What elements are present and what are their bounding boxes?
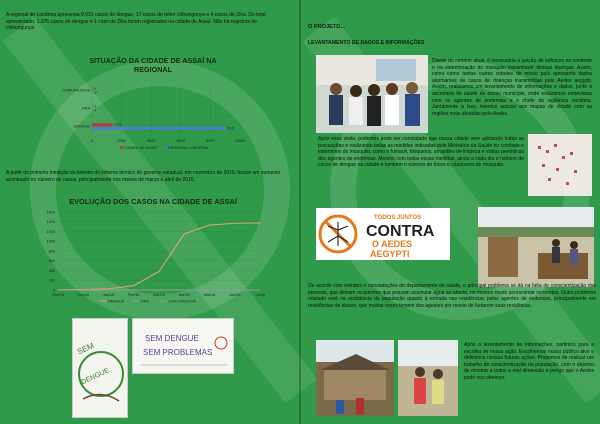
line-chart-panel xyxy=(34,194,272,306)
campaign-mid-text: CONTRA xyxy=(366,223,435,240)
bar-mark xyxy=(92,105,93,108)
line-x-tick-label: Jan/16 xyxy=(102,293,115,297)
badge-text-1: SEM xyxy=(75,340,96,357)
bar-x-tick-label: 10000 xyxy=(234,139,246,143)
bar-category-label: DENGUE xyxy=(73,124,90,129)
line-series-dengue xyxy=(58,223,260,290)
line-x-tick-label: Mar/16 xyxy=(153,293,165,297)
line-legend-label: ZIKA xyxy=(140,299,149,304)
stamp-text-1: SEM DENGUE xyxy=(145,334,199,343)
bar-legend-label: CIDADE DE ASSAÍ xyxy=(124,145,157,150)
line-x-tick-label: Mai/16 xyxy=(203,293,216,297)
campaign-bottom-text-2: AEGYPTI xyxy=(370,249,410,259)
bar-legend-label: REGIONAL LONDRINA xyxy=(168,145,209,150)
bar-mark xyxy=(92,87,93,90)
line-y-tick-label: 1600 xyxy=(46,210,55,215)
paragraph-3: De acordo com estudos e constatações do departamento de saúde, o principal problema se dá na falta de conscientização das pessoas, que deixam recipientes que possam acumular água ao aberto, no mesmo modo acrescentar incorretos. Outro problema relatado está na resistência da população quanto à entrada nas residências pelos agentes de endemias, principalmente em residências de idosos, que muitas vezes temem dos agentes por receio de furtarem suas residência. xyxy=(308,283,596,309)
line-x-tick-label: Jul/16 xyxy=(254,293,266,297)
street-photo xyxy=(478,207,594,287)
line-x-tick-label: Abr/16 xyxy=(178,293,190,297)
drawing-illustration-left xyxy=(73,319,128,418)
line-y-tick-label: 0 xyxy=(52,288,55,293)
badge-text-2: DENGUE xyxy=(80,367,111,387)
map-photo-illustration xyxy=(528,134,592,196)
line-y-tick-label: 1200 xyxy=(46,229,55,234)
bar-value-label: 9031 xyxy=(227,126,235,131)
group-photo xyxy=(316,55,428,133)
line-chart xyxy=(34,194,272,306)
line-legend-label: CHIKUNGUNYA xyxy=(168,299,196,304)
bar-value-label: 17 xyxy=(94,90,98,95)
bar-chart-title-line-1: SITUAÇÃO DA CIDADE DE ASSAÍ NA xyxy=(89,56,217,65)
campaign-logo xyxy=(316,208,450,260)
bar-chart-panel xyxy=(34,52,272,162)
stamp-text-2: SEM PROBLEMAS xyxy=(143,348,213,357)
bar-legend-swatch xyxy=(120,146,123,149)
agents-photo-illustration xyxy=(398,340,458,416)
bar-category-label: CHIKUNGUNYA xyxy=(62,88,90,93)
bar-category-label: ZIKA xyxy=(81,106,90,111)
bar-chart xyxy=(34,52,272,162)
bar-value-label: 1 xyxy=(94,105,96,110)
bar-mark xyxy=(92,127,226,130)
paragraph-2: Após essa visita, pudemos pode ser constatado que nossa cidade vem adotando todas as precauções e realizando todas as medidas indicadas pelo Ministério da Saúde no combate e extermínio do mosquito, como o fumacê, bloqueios, arrastões de limpeza e visitas periódicas dos agentes de endemias. Mesmo com todas essas medidas, ainda a cada dia o número de casos de dengue na cidade e também o número de focos e criadouros do mosquito. xyxy=(318,136,524,169)
bar-value-label: 4 xyxy=(94,108,96,113)
bar-mark xyxy=(92,91,93,94)
drawing-photo-right xyxy=(132,318,234,374)
line-y-tick-label: 800 xyxy=(48,249,55,254)
bar-value-label: 1376 xyxy=(113,123,122,128)
line-x-tick-label: Nov/15 xyxy=(51,293,65,297)
line-legend-label: DENGUE xyxy=(108,299,125,304)
line-y-tick-label: 1000 xyxy=(46,239,55,244)
house-photo xyxy=(316,340,394,416)
group-photo-illustration xyxy=(316,55,428,133)
bar-x-tick-label: 0 xyxy=(90,139,94,143)
drawing-illustration-right xyxy=(133,319,234,374)
section-subheader: LEVANTAMENTO DE DADOS E INFORMAÇÕES xyxy=(308,40,425,46)
paragraph-4: Após o levantamento de informações, partimos para a escolha de nossa ação. Escolhemos nosso público alvo e definimos nossas futuras ações. Propomos de realizar um trabalho de conscientização da população, com o objetivo de mostrar a todos a real dimensão e perigo que o Aedes pode nos oferecer. xyxy=(464,342,594,381)
campaign-logo-graphic xyxy=(316,208,450,260)
line-y-tick-label: 1400 xyxy=(46,220,55,225)
drawing-photo-left xyxy=(72,318,128,418)
line-x-tick-label: Fev/16 xyxy=(127,293,140,297)
campaign-bottom-text-1: O AEDES xyxy=(372,239,413,249)
line-x-tick-label: Dez/15 xyxy=(77,293,90,297)
bar-x-tick-label: 6000 xyxy=(176,139,186,143)
bar-chart-title-line-2: REGIONAL xyxy=(134,65,172,74)
bar-legend-swatch xyxy=(164,146,167,149)
line-x-tick-label: Jun/16 xyxy=(229,293,241,297)
agents-photo xyxy=(398,340,458,416)
street-photo-illustration xyxy=(478,207,594,287)
bar-x-tick-label: 8000 xyxy=(206,139,215,143)
campaign-top-text: TODOS JUNTOS xyxy=(374,215,422,221)
right-page xyxy=(300,0,600,424)
intro-paragraph: A regional de Londrina apresenta 9.031 casos de dengue, 17 casos de febre chikungunya e 4 casos de Zika. Do total apresentado, 1.376 casos de dengue e 1 caso de Zika foram registrados na cidade de Assaí. Não há registros de chikungunya xyxy=(6,12,266,32)
bar-mark xyxy=(92,123,112,126)
bar-x-tick-label: 2000 xyxy=(117,139,126,143)
bar-mark xyxy=(92,109,93,112)
line-chart-title: EVOLUÇÃO DOS CASOS NA CIDADE DE ASSAÍ xyxy=(69,197,237,206)
line-y-tick-label: 600 xyxy=(48,259,55,264)
paragraph-1: Diante do cenário atual, é necessária a junção de esforços no combate e na exterminação do mosquito transmissor dessas doenças. Assim, como como tantas outras cidades do nosso país apresenta dados alarmantes de casos de doenças transmitidas pelo Aedes aegypti. Assim, realizamos um levantamento de informações e dados, junto à secretaria de saúde de nosso município, onde realizamos entrevistas com os agentes de endemias e o chefe da vigilância sanitária. Juntamente a isso, tivemos acesso aos mapas de cidade com as regiões mais afetadas pelo Aedes. xyxy=(432,58,592,117)
section-header: O PROJETO... xyxy=(308,24,346,30)
mid-paragraph: A partir do primeiro medição do boletim do informe técnico do governo estadual, em novembro de 2015, houve um aumento acentuado no número de casos, principalmente nos meses de março e abril de 2016. xyxy=(6,170,281,183)
map-photo xyxy=(528,134,592,196)
bar-value-label: 0 xyxy=(94,87,96,92)
bar-x-tick-label: 4000 xyxy=(146,139,156,143)
line-y-tick-label: 400 xyxy=(48,268,55,273)
house-photo-illustration xyxy=(316,340,394,416)
line-y-tick-label: 200 xyxy=(48,278,55,283)
